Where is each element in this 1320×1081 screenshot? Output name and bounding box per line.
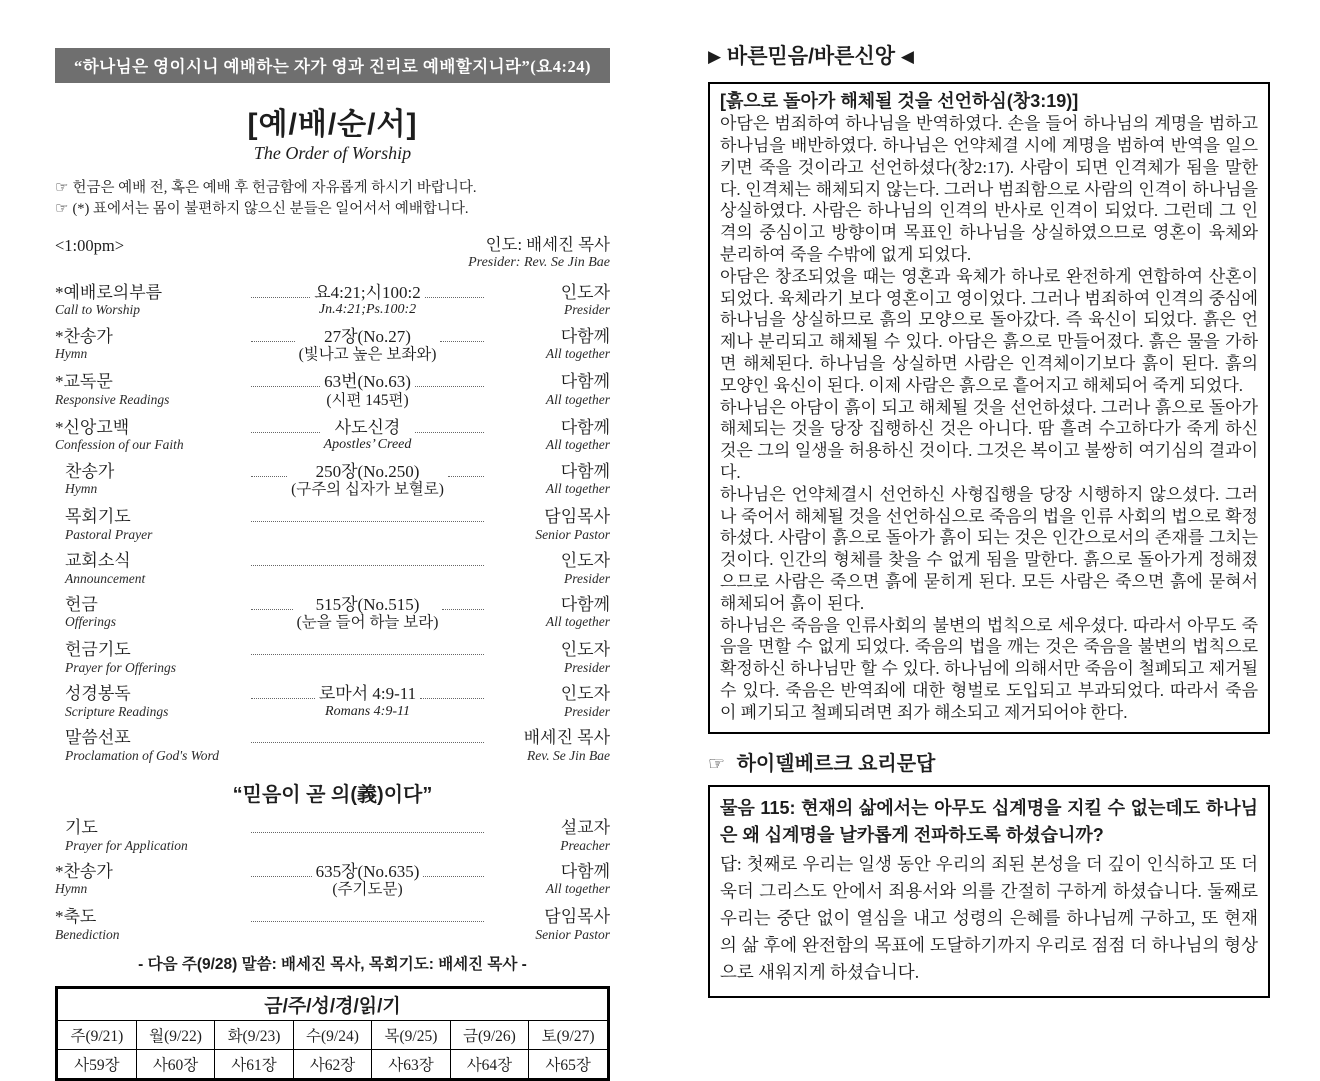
section-heading-text: 바른믿음/바른신앙 [726,45,896,68]
item-label-en: Announcement [65,570,146,586]
day-cell: 화(9/23) [215,1021,293,1050]
item-role-en: All together [545,346,611,362]
item-role-en: Presider [564,659,610,675]
catechism-box [708,785,1270,999]
list-item [55,641,610,676]
table-title-row [57,988,609,1021]
dot-leader [251,419,320,433]
service-time: <1:00pm> [55,236,125,255]
list-item [55,729,610,764]
presider-block [468,236,610,272]
item-role-kr: 인도자 [560,684,610,704]
item-role-en: All together [545,614,611,630]
dot-leader [251,373,320,387]
section-heading-faith [708,40,1270,70]
item-label-en: Hymn [65,481,98,497]
item-center: 27장(No.27) [324,326,411,346]
list-item [55,419,610,454]
item-label-en: Confession of our Faith [55,437,184,453]
note-text: (*) 표에서는 몸이 불편하지 않으신 분들은 일어서서 예배합니다. [72,201,469,217]
item-label-en: Proclamation of God's Word [65,747,220,763]
dot-leader [251,729,484,743]
list-item [55,328,610,365]
dot-leader [251,596,293,610]
item-label-en: Hymn [55,881,88,897]
dot-leader [442,596,484,610]
item-role-kr: 배세진 목사 [523,728,610,748]
item-role-en: Senior Pastor [535,526,610,542]
note-text: 헌금은 예배 전, 혹은 예배 후 헌금함에 자유롭게 하시기 바랍니다. [72,180,477,196]
item-center: 사도신경 [334,417,401,437]
dot-leader [440,328,484,342]
order-of-worship-subtitle: The Order of Worship [253,143,412,163]
dot-leader [420,685,484,699]
list-item [55,863,610,900]
item-center: 요4:21;시100:2 [314,282,421,302]
dot-leader [448,463,484,477]
dot-leader [251,819,484,833]
item-role-en: All together [545,881,610,897]
table-row [57,1050,609,1080]
item-center-sub: (눈을 들어 하늘 보라) [296,614,439,632]
reading-cell: 사64장 [450,1050,528,1080]
dot-leader [251,463,287,477]
reading-cell: 사59장 [57,1050,137,1080]
sermon-title: “믿음이 곧 의(義)이다” [232,783,433,806]
item-role-en: Presider [564,302,611,318]
item-center-sub: Apostles’ Creed [323,437,412,453]
item-label-kr: 성경봉독 [65,684,131,704]
item-label-en: Benediction [55,926,120,942]
item-role-kr: 인도자 [560,550,610,570]
scripture-banner: “하나님은 영이시니 예배하는 자가 영과 진리로 예배할지니라”(요4:24) [55,48,610,83]
faith-column [708,40,1270,998]
dot-leader [251,552,484,566]
article-title: [흙으로 돌아가 해체될 것을 선언하심(창3:19)] [720,91,1079,111]
dot-leader [423,863,484,877]
dot-leader [251,328,295,342]
item-center-sub: (시편 145편) [326,391,409,409]
day-cell: 금(9/26) [450,1021,528,1050]
item-label-en: Responsive Readings [55,391,170,407]
item-role-en: Senior Pastor [535,926,610,942]
item-label-en: Hymn [55,346,88,362]
item-center: 515장(No.515) [315,594,420,614]
item-label-kr: 찬송가 [65,461,115,481]
item-role-kr: 인도자 [560,640,610,660]
list-item [55,908,610,943]
article-paragraph: 하나님은 죽음을 인류사회의 불변의 법칙으로 세우셨다. 따라서 아무도 죽음을 면할 수 없게 되었다. 죽음의 법을 깨는 것은 죽음을 불변의 법칙으로 확정하신 하나님만 할 수 있다. 하나님에 의해서만 죽음이 철폐되고 제거될 수 있다. 죽음은 반역죄에 대한 형벌로 도입되고 부과되었다. 따라서 죽음이 폐기되고 철폐되려면 죄가 해소되고 제거되어야 한다. [720,615,1258,722]
article-paragraph: 아담은 창조되었을 때는 영혼과 육체가 하나로 완전하게 연합하여 산혼이 되었다. 육체라기 보다 영혼이고 영이었다. 그러나 범죄하여 인격의 중심에 하나님을 상실하므로 흙의 모양으로 돌아갔다. 즉 육신이 되었다. 흙은 언제나 분리되고 해체될 수 있다. 아담은 흙으로 만들어졌다. 흙은 물을 가하면 해체된다. 하나님을 상실하면 사람은 인격체이기보다 흙이 된다. 흙의 모양인 육신이 된다. 이제 사람은 흙으로 흩어지고 해체되어 죽게 되었다. [720,266,1258,395]
dot-leader [251,863,312,877]
catechism-answer: 답: 첫째로 우리는 일생 동안 우리의 죄된 본성을 더 깊이 인식하고 또 더욱더 그리스도 안에서 죄용서와 의를 간절히 구하게 하셨습니다. 둘째로 우리는 중단 없이 열심을 내고 성령의 은혜를 하나님께 구하고, 또 현재의 삶 후에 완전함의 목표에 도달하기까지 우리로 점점 더 하나님의 형상으로 새워지게 하셨습니다. [720,853,1258,983]
section-heading-text: 하이델베르크 요리문답 [736,752,936,775]
presider-en: Presider: Rev. Se Jin Bae [468,254,610,270]
item-role-kr: 설교자 [560,817,610,837]
item-label-kr: 교회소식 [65,550,131,570]
list-item [55,819,610,854]
worship-order-column [55,48,610,1081]
item-center-sub: (구주의 십자가 보혈로) [291,481,444,499]
list-item [55,552,610,587]
list-item [55,596,610,633]
article-paragraph: 하나님은 아담이 흙이 되고 해체될 것을 선언하셨다. 그러나 흙으로 돌아가 해체되는 것을 당장 집행하신 것은 아니다. 땀 흘려 수고하다가 죽게 하신 것은 그의 일생을 허용하신 것이다. 그것은 복이고 불쌍히 여기심의 결과이다. [720,397,1258,483]
item-label-kr: *축도 [55,907,97,927]
list-item [55,284,610,319]
list-item [55,463,610,500]
triangle-left-icon: ◀ [900,47,914,66]
item-role-en: All together [545,391,610,407]
section-heading-catechism [708,747,1270,776]
item-role-en: Presider [564,703,610,719]
dot-leader [251,685,315,699]
dot-leader [425,284,484,298]
item-label-kr: *예배로의부름 [55,282,163,302]
item-role-kr: 다함께 [560,861,610,881]
item-label-en: Pastoral Prayer [65,526,153,542]
order-of-worship-title: [예/배/순/서] [247,108,418,141]
list-item [55,685,610,720]
dot-leader [251,508,484,522]
pointing-hand-icon: ☞ [55,180,69,196]
item-role-kr: 다함께 [560,326,611,346]
item-role-en: Rev. Se Jin Bae [527,747,610,763]
article-paragraph: 아담은 범죄하여 하나님을 반역하였다. 손을 들어 하나님의 계명을 범하고 하나님을 배반하였다. 하나님은 언약체결 시에 계명을 범하여 반역을 일으키면 죽을 것이라고 선언하셨다(창2:17). 사람이 되면 인격체가 됨을 말한다. 인격체는 해체되지 않는다. 그러나 범죄함으로 사람의 인격이 하나님을 상실하였다. 사람은 하나님의 인격의 반사로 인격이 되었다. 그런데 그 인격의 중심이고 방향이며 목표인 하나님을 상실하였으므로 영혼이 육체와 분리하여 죽을 수밖에 없게 되었다. [720,114,1258,265]
list-item [55,373,610,410]
item-center: 250장(No.250) [315,461,420,481]
list-item [55,508,610,543]
item-center: 635장(No.635) [315,861,420,881]
item-label-kr: 목회기도 [65,507,131,527]
service-time-row [55,236,610,272]
triangle-right-icon: ▶ [708,47,722,66]
day-cell: 월(9/22) [136,1021,214,1050]
article-paragraph: 하나님은 언약체결시 선언하신 사형집행을 당장 시행하지 않으셨다. 그러나 죽어서 해체될 것을 선언하심으로 죽음의 법을 인류 사회의 법으로 확정하셨다. 사람이 흙으로 돌아가 흙이 되는 것은 인간으로서의 존재를 그치는 것이다. 인간의 형체를 찾을 수 없게 됨을 말한다. 흙으로 돌아가게 정해졌으므로 사람은 죽으면 흙에 묻히게 된다. 모든 사람은 죽으면 흙에 묻혀서 해체되어 흙이 된다. [720,484,1258,613]
item-role-en: All together [545,437,610,453]
item-label-kr: 기도 [65,817,98,837]
dot-leader [251,908,484,922]
item-role-en: Preacher [560,837,610,853]
item-role-kr: 다함께 [560,372,610,392]
pointing-hand-icon: ☞ [708,753,726,775]
item-center-sub: (주기도문) [332,881,403,899]
table-row [57,1021,609,1050]
catechism-question: 물음 115: 현재의 삶에서는 아무도 십계명을 지킬 수 없는데도 하나님은 왜 십계명을 날카롭게 전파하도록 하셨습니까? [720,797,1258,845]
item-role-kr: 다함께 [560,461,610,481]
pointing-hand-icon: ☞ [55,201,69,217]
item-center-sub: Jn.4:21;Ps.100:2 [318,302,417,318]
day-cell: 목(9/25) [372,1021,450,1050]
day-cell: 수(9/24) [293,1021,371,1050]
note-standing [55,199,610,220]
day-cell: 주(9/21) [57,1021,137,1050]
dot-leader [415,419,484,433]
item-label-kr: 헌금 [65,594,98,614]
dot-leader [251,284,310,298]
item-label-kr: *교독문 [55,372,113,392]
faith-article-box [708,82,1270,734]
item-center-sub: Romans 4:9-11 [325,703,410,719]
item-label-kr: *신앙고백 [55,417,130,437]
weekly-scripture-table [55,986,610,1081]
table-title: 금/주/성/경/읽/기 [57,988,609,1021]
worship-item-list [55,284,610,943]
presider-kr: 인도: 배세진 목사 [485,235,610,254]
item-label-kr: 말씀선포 [65,728,131,748]
item-role-kr: 담임목사 [544,507,610,527]
day-cell: 토(9/27) [529,1021,609,1050]
item-role-kr: 다함께 [560,417,610,437]
item-label-kr: *찬송가 [55,326,113,346]
item-label-en: Prayer for Offerings [65,659,176,675]
item-role-en: All together [545,481,610,497]
next-week-note: - 다음 주(9/28) 말씀: 배세진 목사, 목회기도: 배세진 목사 - [138,956,527,974]
worship-notes [55,178,610,220]
reading-cell: 사65장 [529,1050,609,1080]
item-label-en: Scripture Readings [65,703,169,719]
dot-leader [251,641,484,655]
item-center-sub: (빛나고 높은 보좌와) [298,346,437,364]
item-role-en: Presider [564,570,610,586]
item-label-kr: 헌금기도 [65,640,131,660]
item-center: 63번(No.63) [324,372,411,392]
item-center: 로마서 4:9-11 [318,684,417,704]
item-role-kr: 다함께 [560,594,611,614]
reading-cell: 사60장 [136,1050,214,1080]
dot-leader [415,373,484,387]
reading-cell: 사62장 [293,1050,371,1080]
item-label-en: Call to Worship [55,302,141,318]
item-label-en: Offerings [65,614,117,630]
item-role-kr: 담임목사 [544,907,610,927]
item-label-kr: *찬송가 [55,861,113,881]
note-offering [55,178,610,199]
item-label-en: Prayer for Application [65,837,188,853]
reading-cell: 사61장 [215,1050,293,1080]
item-role-kr: 인도자 [560,282,611,302]
reading-cell: 사63장 [372,1050,450,1080]
